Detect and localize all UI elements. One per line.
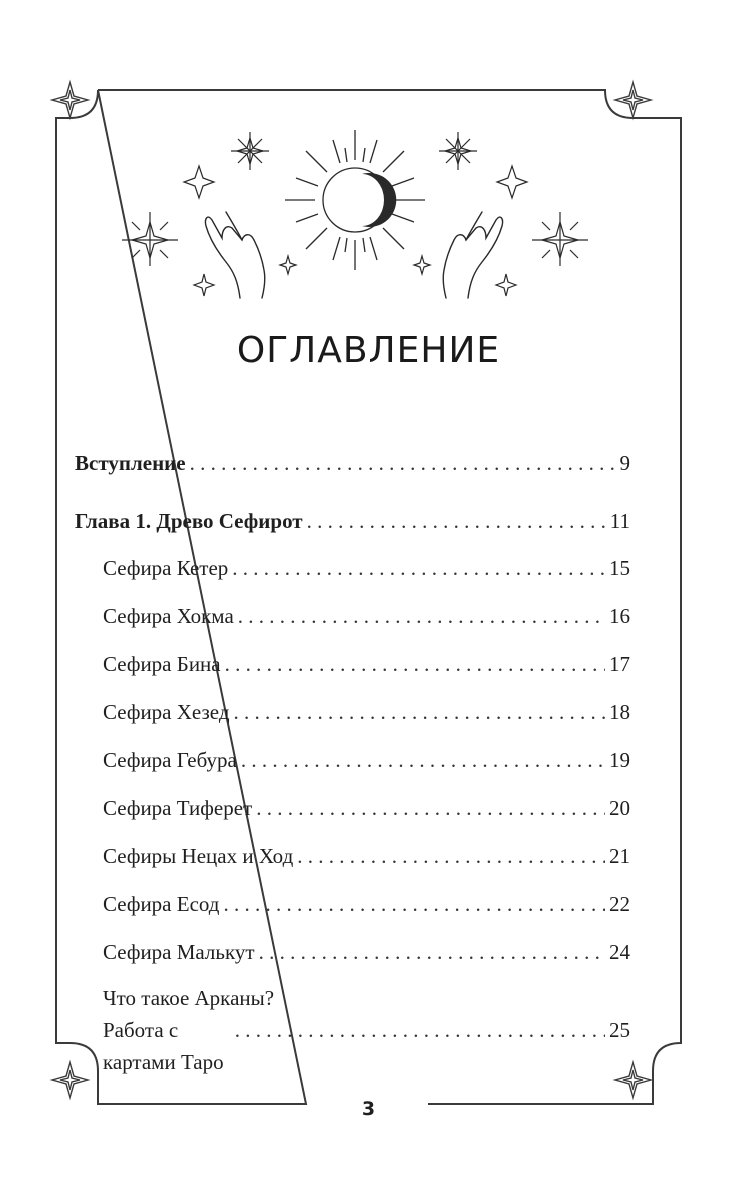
dot-leader xyxy=(238,603,605,629)
toc-entry[interactable] xyxy=(103,891,630,917)
dot-leader xyxy=(241,747,605,773)
hand-icon xyxy=(443,212,502,298)
corner-star-icon xyxy=(615,82,651,118)
toc-entry-page: 25 xyxy=(609,1018,630,1042)
toc-entry[interactable] xyxy=(103,651,630,677)
page-number: 3 xyxy=(361,1098,376,1120)
toc-entry-label: Что такое Арканы? xyxy=(103,986,275,1010)
toc-entry-label: Сефира Гебура xyxy=(103,748,237,772)
sparkle-star-icon xyxy=(122,212,178,266)
toc-entry-label: Сефира Хокма xyxy=(103,604,234,628)
toc-entry[interactable] xyxy=(103,603,630,629)
toc-entry-label: Сефира Бина xyxy=(103,652,221,676)
page-title: ОГЛАВЛЕНИЕ xyxy=(236,330,501,371)
toc-entry[interactable] xyxy=(103,982,630,1078)
toc-entry-chapter-1[interactable] xyxy=(75,508,630,534)
toc-entry-page: 11 xyxy=(609,509,630,533)
toc-entry-label: Сефира Кетер xyxy=(103,556,229,580)
toc-entry-page: 9 xyxy=(619,451,630,475)
dot-leader xyxy=(259,939,605,965)
corner-star-icon xyxy=(52,1062,88,1098)
toc-entry-page: 21 xyxy=(609,844,630,868)
toc-entry-label: Глава 1. Древо Сефирот xyxy=(75,509,303,533)
toc-entry[interactable] xyxy=(103,699,630,725)
sparkle-star-icon xyxy=(532,212,588,266)
toc-entry-label: Сефира Малькут xyxy=(103,940,255,964)
toc-entry-label: Работа с картами Таро xyxy=(103,1018,224,1074)
corner-star-icon xyxy=(52,82,88,118)
toc-entry-intro[interactable] xyxy=(75,450,630,476)
toc-entry-page: 19 xyxy=(609,748,630,772)
toc-entry-page: 22 xyxy=(609,892,630,916)
dot-leader xyxy=(223,891,605,917)
sparkle-star-icon xyxy=(184,166,527,296)
toc-entry-page: 20 xyxy=(609,796,630,820)
toc-entry-label: Сефира Тиферет xyxy=(103,796,253,820)
sparkle-star-icon xyxy=(231,132,269,170)
toc-entry-page: 24 xyxy=(609,940,630,964)
dot-leader xyxy=(256,795,605,821)
sparkle-star-icon xyxy=(439,132,477,170)
toc-entry-page: 17 xyxy=(609,652,630,676)
dot-leader xyxy=(232,555,605,581)
toc-entry-page: 18 xyxy=(609,700,630,724)
toc-entry-label: Сефира Есод xyxy=(103,892,220,916)
toc-entry[interactable] xyxy=(103,747,630,773)
dot-leader xyxy=(225,651,605,677)
toc-entry[interactable] xyxy=(103,555,630,581)
dot-leader xyxy=(234,699,605,725)
toc-entry[interactable] xyxy=(103,843,630,869)
toc-entry-label: Сефира Хезед xyxy=(103,700,230,724)
toc-entry-label: Сефиры Нецах и Ход xyxy=(103,844,294,868)
sun-icon xyxy=(285,130,425,270)
toc-entry-page: 15 xyxy=(609,556,630,580)
dot-leader xyxy=(190,450,616,476)
dot-leader xyxy=(297,843,605,869)
toc-entry-label: Вступление xyxy=(75,451,186,475)
dot-leader xyxy=(235,1014,605,1046)
toc-entry-page: 16 xyxy=(609,604,630,628)
crescent-moon-icon xyxy=(362,173,396,227)
toc-entry[interactable] xyxy=(103,939,630,965)
toc-entry[interactable] xyxy=(103,795,630,821)
dot-leader xyxy=(307,508,606,534)
